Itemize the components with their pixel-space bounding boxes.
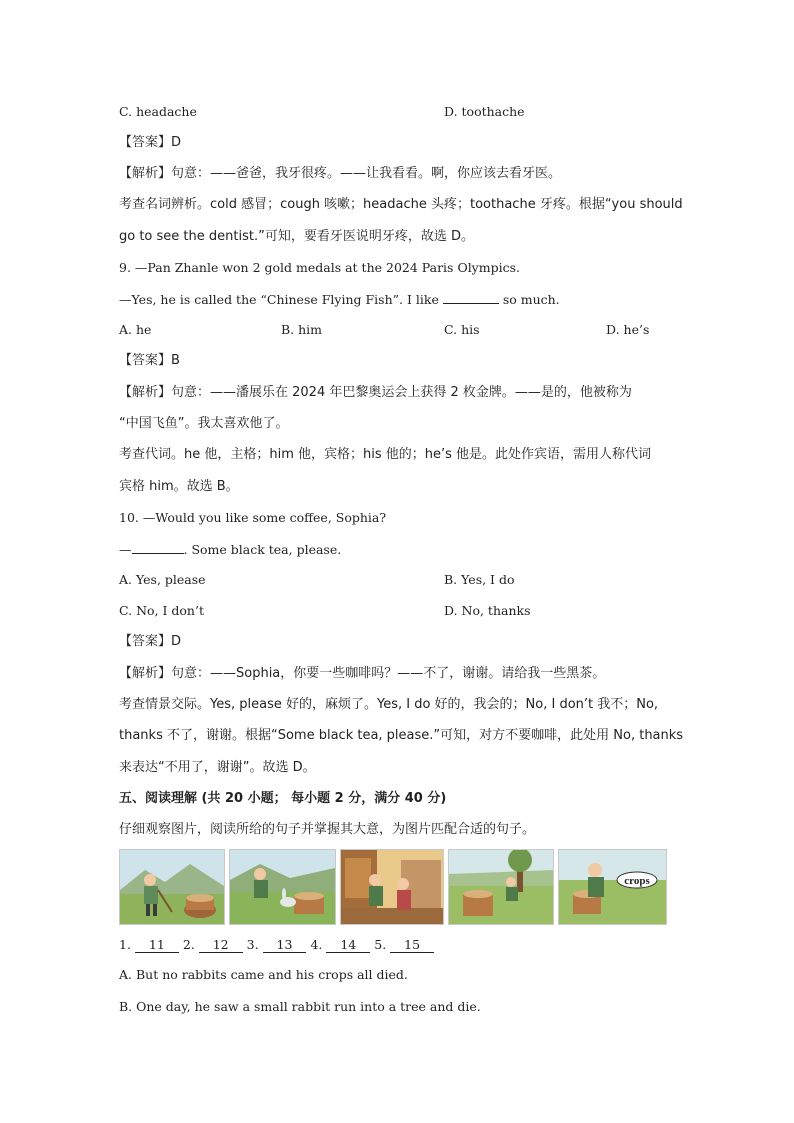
q9-analysis-line3: 考查代词。he 他，主格；him 他，宾格；his 他的；he’s 他是。此处作宾语，需用人称代词	[119, 447, 652, 462]
section-instruction: 仔细观察图片，阅读所给的句子并掌握其大意，为图片匹配合适的句子。	[119, 822, 536, 837]
story-picture-4	[448, 849, 554, 925]
blank-2-number: 2.	[182, 937, 195, 952]
q10-analysis-line1: 【解析】句意：——Sophia，你要一些咖啡吗？——不了，谢谢。请给我一些黑茶。	[119, 666, 606, 681]
q9-stem-line2	[119, 291, 560, 308]
blank-4-number: 4.	[310, 937, 323, 952]
sentence-a: A. But no rabbits came and his crops all died.	[119, 967, 408, 982]
q10-dash: —	[119, 542, 132, 557]
q8-answer: 【答案】D	[119, 135, 182, 150]
q10-analysis-line3: thanks 不了，谢谢。根据“Some black tea, please.”可知，对方不要咖啡，此处用 No, thanks	[119, 728, 684, 743]
story-picture-1	[119, 849, 225, 925]
q10-option-b: B. Yes, I do	[444, 572, 515, 587]
blank-2-answer: 12	[199, 938, 243, 953]
q9-stem-tail: so much.	[502, 292, 560, 307]
q9-answer-blank	[443, 291, 499, 304]
q10-stem-tail: . Some black tea, please.	[183, 542, 342, 557]
q9-option-c: C. his	[444, 322, 480, 337]
q10-analysis-line2: 考查情景交际。Yes, please 好的，麻烦了。Yes, I do 好的，我会的；No, I don’t 我不；No,	[119, 697, 659, 712]
story-picture-5	[558, 849, 667, 925]
q8-option-c: C. headache	[119, 104, 197, 119]
q9-stem-line1: 9. —Pan Zhanle won 2 gold medals at the 2024 Paris Olympics.	[119, 260, 520, 275]
sentence-b: B. One day, he saw a small rabbit run into a tree and die.	[119, 999, 481, 1014]
story-picture-strip	[119, 849, 667, 923]
story-picture-3	[340, 849, 444, 925]
answer-blank-row	[119, 937, 434, 953]
crops-speech-label: crops	[624, 875, 650, 887]
q10-stem-line2	[119, 541, 341, 558]
q9-analysis-line4: 宾格 him。故选 B。	[119, 479, 239, 494]
q8-analysis-line3: go to see the dentist.”可知，要看牙医说明牙疼，故选 D。	[119, 229, 474, 244]
q10-analysis-line4: 来表达“不用了，谢谢”。故选 D。	[119, 760, 316, 775]
q9-analysis-line2: “中国飞鱼”。我太喜欢他了。	[119, 416, 289, 431]
q9-analysis-line1: 【解析】句意：——潘展乐在 2024 年巴黎奥运会上获得 2 枚金牌。——是的，他被称为	[119, 385, 632, 400]
section-heading: 五、阅读理解 (共 20 小题； 每小题 2 分，满分 40 分)	[119, 791, 447, 806]
q10-option-d: D. No, thanks	[444, 603, 531, 618]
q10-option-c: C. No, I don’t	[119, 603, 204, 618]
q8-analysis-line2: 考查名词辨析。cold 感冒；cough 咳嗽；headache 头疼；toothache 牙疼。根据“you should	[119, 197, 683, 212]
q9-option-b: B. him	[281, 322, 323, 337]
blank-1-number: 1.	[119, 937, 131, 952]
blank-3-answer: 13	[263, 938, 307, 953]
q9-option-d: D. he’s	[606, 322, 650, 337]
story-picture-2	[229, 849, 336, 925]
blank-3-number: 3.	[246, 937, 259, 952]
blank-1-answer: 11	[135, 938, 179, 953]
q10-option-a: A. Yes, please	[119, 572, 206, 587]
blank-5-number: 5.	[374, 937, 387, 952]
q9-stem-text: —Yes, he is called the “Chinese Flying Fish”. I like	[119, 292, 439, 307]
blank-5-answer: 15	[390, 938, 434, 953]
q10-answer: 【答案】D	[119, 634, 182, 649]
q10-stem-line1: 10. —Would you like some coffee, Sophia?	[119, 510, 387, 525]
q8-option-d: D. toothache	[444, 104, 525, 119]
q9-answer: 【答案】B	[119, 353, 180, 368]
q9-option-a: A. he	[119, 322, 152, 337]
q8-analysis-line1: 【解析】句意：——爸爸，我牙很疼。——让我看看。啊，你应该去看牙医。	[119, 166, 562, 181]
blank-4-answer: 14	[326, 938, 370, 953]
q10-answer-blank	[132, 541, 184, 554]
